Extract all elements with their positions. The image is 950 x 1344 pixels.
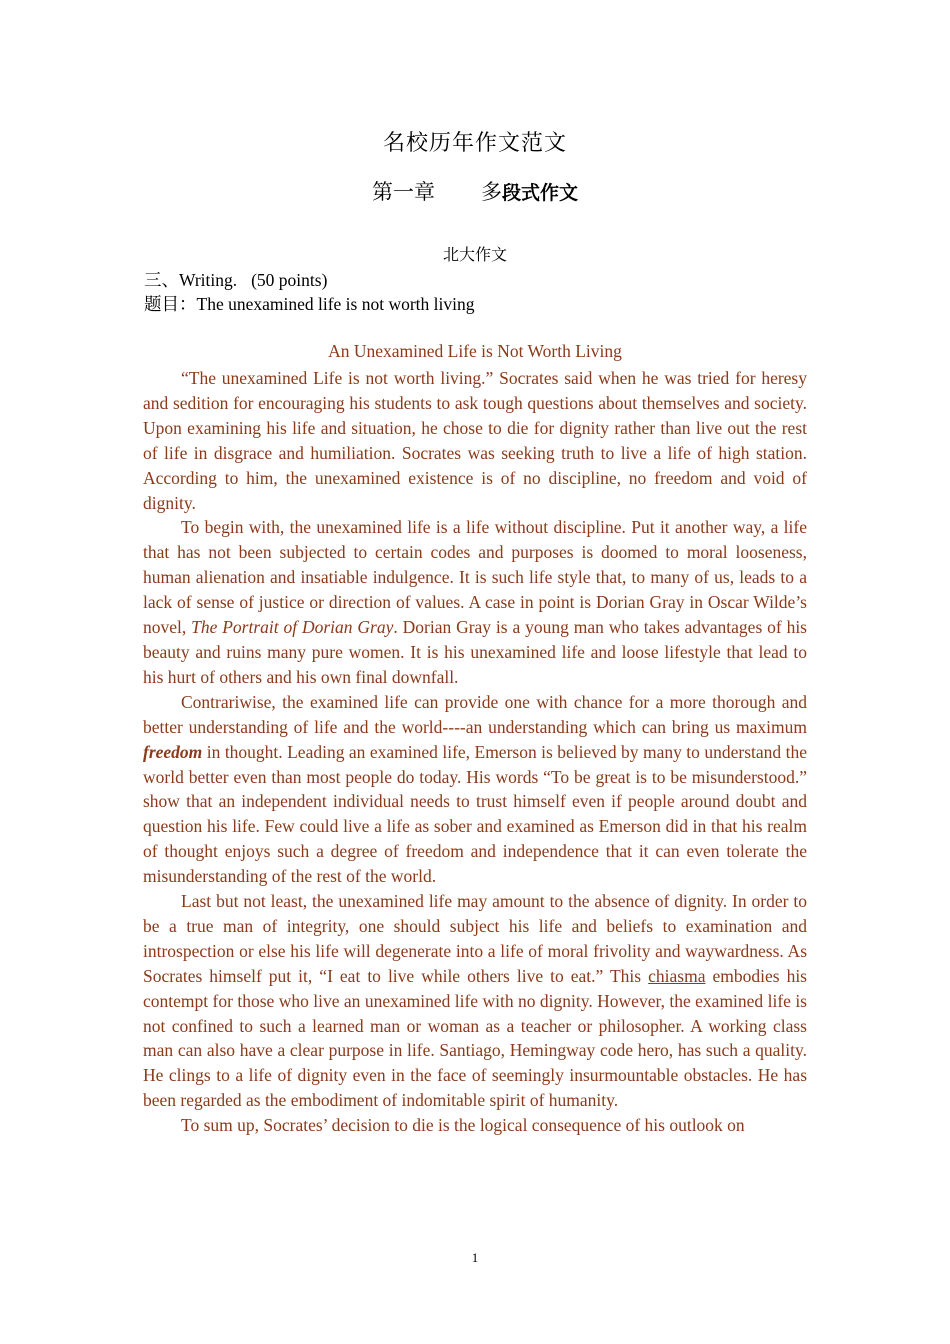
essay-paragraph-3 bbox=[143, 690, 807, 889]
essay-paragraph-5: To sum up, Socrates’ decision to die is the logical consequence of his outlook on bbox=[181, 1115, 745, 1136]
paragraph-4-text-b: embodies his contempt for those who live an unexamined life with no dignity. However, the examined life is not confined to such a learned man or woman as a teacher or philosopher. A working class man can also have a clear purpose in life. Santiago, Hemingway code hero, has such a quality. He clings to a life of dignity even in the face of seemingly insurmountable obstacles. He has been regarded as the embodiment of indomitable spirit of humanity. bbox=[143, 965, 807, 1111]
section-label: 三、Writing. bbox=[144, 270, 238, 290]
paragraph-4-text-a: Last but not least, the unexamined life may amount to the absence of dignity. In order to be a true man of integrity, one should subject his life and beliefs to examination and introspection or else his life will degenerate into a life of moral frivolity and waywardness. As Socrates himself put it, “I eat to live while others live to eat.” This bbox=[143, 891, 807, 986]
emphasized-word: freedom bbox=[143, 741, 203, 762]
page-number: 1 bbox=[471, 1250, 479, 1265]
essay-title: An Unexamined Life is Not Worth Living bbox=[328, 341, 622, 361]
paragraph-3-text-b: in thought. Leading an examined life, Emerson is believed by many to understand the world better even than most people do today. His words “To be great is to be misunderstood.” show that an independent individual needs to trust himself even if people around doubt and question his life. Few could live a life as sober and examined as Emerson did in that his realm of thought enjoys such a degree of freedom and independence that it can even tolerate the misunderstanding of the rest of the world. bbox=[143, 741, 807, 887]
chapter-heading bbox=[0, 176, 950, 206]
chapter-name-lead: 多 bbox=[480, 180, 502, 204]
topic-text: The unexamined life is not worth living bbox=[196, 294, 475, 314]
paragraph-2-text-b: . Dorian Gray is a young man who takes advantages of his beauty and ruins many pure women. It is his unexamined life and loose lifestyle that lead to his hurt of others and his own final downfall. bbox=[143, 617, 807, 687]
essay-body bbox=[143, 366, 807, 1138]
section-line bbox=[144, 267, 327, 292]
paragraph-2-text-a: To begin with, the unexamined life is a life without discipline. Put it another way, a life that has not been subjected to certain codes and purposes is doomed to moral looseness, human alienation and insatiable indulgence. It is such life style that, to many of us, leads to a lack of sense of justice or direction of values. A case in point is Dorian Gray in Oscar Wilde’s novel, bbox=[143, 517, 807, 638]
essay-paragraph-1: “The unexamined Life is not worth living.” Socrates said when he was tried for heresy and sedition for encouraging his students to ask tough questions about themselves and society. Upon examining his life and situation, he chose to die for dignity rather than live out the rest of life in disgrace and humiliation. Socrates was seeking truth to live a life of high station. According to him, the unexamined existence is of no discipline, no freedom and void of dignity. bbox=[143, 368, 807, 513]
topic-label: 题目： bbox=[144, 294, 197, 314]
section-points: (50 points) bbox=[251, 270, 328, 290]
document-title: 名校历年作文范文 bbox=[382, 130, 567, 155]
chapter-name-bold: 段式作文 bbox=[501, 182, 578, 204]
paragraph-3-text-a: Contrariwise, the examined life can provide one with chance for a more thorough and better understanding of life and the world----an understanding which can bring us maximum bbox=[143, 691, 807, 737]
essay-paragraph-4 bbox=[143, 889, 807, 1113]
school-heading: 北大作文 bbox=[442, 245, 507, 264]
chapter-number: 第一章 bbox=[371, 180, 435, 204]
underlined-word: chiasma bbox=[648, 965, 706, 986]
book-title: The Portrait of Dorian Gray bbox=[191, 617, 394, 638]
essay-paragraph-2 bbox=[143, 515, 807, 689]
topic-line bbox=[144, 291, 475, 316]
